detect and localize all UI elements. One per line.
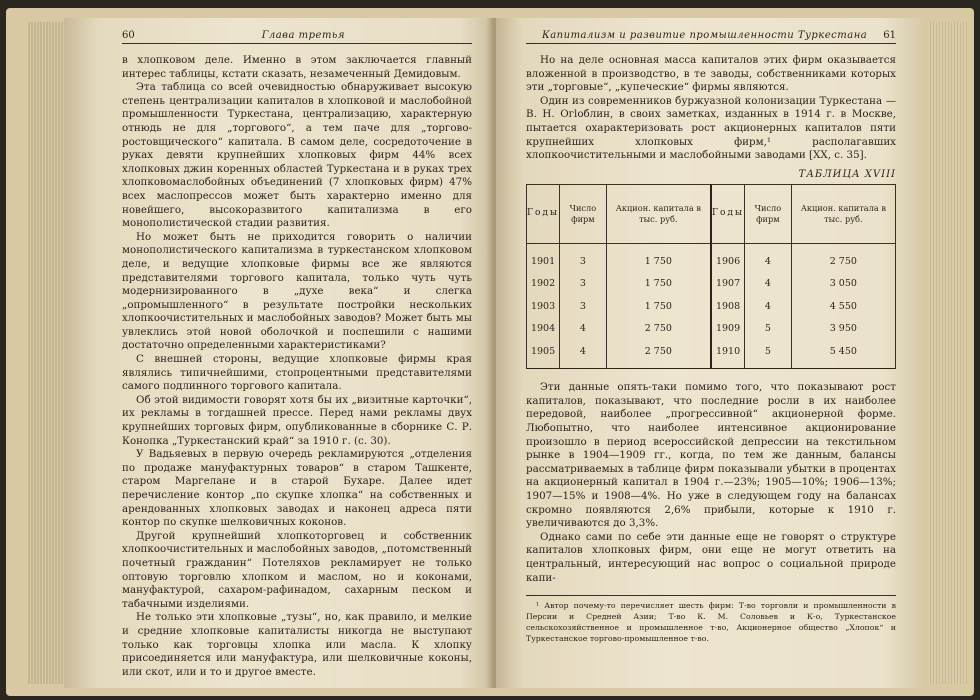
cell-count: 5: [745, 317, 792, 340]
left-page-number: 60: [122, 30, 135, 41]
cell-count: 4: [560, 317, 607, 340]
cell-capital: 4 550: [791, 295, 895, 318]
paragraph: Эта таблица со всей очевидностью обнаруживает высокую степень централизации капиталов в хлопковой и маслобойной промышленности Туркестана, централизацию, характерную отнюдь не для „торгового“, а тем паче для „торгово-ростовщического“ капитала. В самом деле, сосредоточение в руках девяти крупнейших хлопковых фирм 44% всех хлопковых джин коренных областей Туркестана и в руках трех хлопковомаслобойных объединений (7 хлопковых фирм) 47% всех маслопрессов может быть характерно именно для новейшего, высокоразвитого капитализма в его монополистической стадии развития.: [122, 81, 472, 230]
right-page-text-after: [526, 381, 896, 585]
paragraph: У Вадьяевых в первую очередь рекламируются „отделения по продаже мануфактурных товаров“ в старом Ташкенте, старом Маргелане и в старой Бухаре. Далее идет перечисление контор „по скупке хлопка“ на собственных и арендованных хлопковых заводах и наконец адреса пяти контор по скупке шелковичных коконов.: [122, 448, 472, 529]
cell-capital: 3 050: [791, 272, 895, 295]
open-book: [6, 8, 974, 696]
cell-capital: 1 750: [606, 272, 711, 295]
cell-capital: 5 450: [791, 340, 895, 369]
cell-count: 3: [560, 295, 607, 318]
cell-capital: 2 750: [606, 340, 711, 369]
paragraph: Об этой видимости говорят хотя бы их „визитные карточки“, их рекламы в тогдашней прессе. Перед нами рекламы двух крупнейших торговых фирм, опубликованные в сборнике С. Р. Конопка „Туркестанский край“ за 1910 г. (с. 30).: [122, 393, 472, 447]
table-row: [527, 295, 896, 318]
cell-year: 1906: [711, 243, 745, 272]
cell-year: 1909: [711, 317, 745, 340]
header-capital: Акцион. капитала в тыс. руб.: [791, 184, 895, 243]
paragraph: Но на деле основная масса капиталов этих фирм оказывается вложенной в производство, в те заводы, собственниками которых эти „торговые“, „купеческие“ фирмы являются.: [526, 54, 896, 94]
cell-year: 1902: [527, 272, 560, 295]
table-row: [527, 272, 896, 295]
cell-capital: 2 750: [791, 243, 895, 272]
footnotes: [526, 595, 896, 644]
right-page-header: [526, 30, 896, 44]
cell-year: 1908: [711, 295, 745, 318]
paragraph: Другой крупнейший хлопкоторговец и собственник хлопкоочистительных и маслобойных заводов, „потомственный почетный гражданин“ Потеляхов рекламирует не только оптовую торговлю хлопком и маслом, но и коконами, мануфактурой, сахаром-рафинадом, сахарным песком и табачными изделиями.: [122, 529, 472, 610]
right-page-text: [526, 54, 896, 163]
cell-year: 1901: [527, 243, 560, 272]
cell-capital: 2 750: [606, 317, 711, 340]
paragraph: С внешней стороны, ведущие хлопковые фирмы края являлись типичнейшими, стопроцентными представителями самого подлинного торгового капитала.: [122, 353, 472, 393]
cell-capital: 1 750: [606, 295, 711, 318]
paragraph: Но может быть не приходится говорить о наличии монополистического капитализма в туркестанском хлопковом деле, и ведущие хлопковые фирмы все же являются представителями торгового капитала, только чуть чуть модернизированного в „духе века“ и слегка „опромышленного“ в результате постройки нескольких хлопкоочистительных и маслобойных заводов? Может быть мы увлеклись этой новой оболочкой и поспешили с нашими достаточно определенными характеристиками?: [122, 230, 472, 352]
header-years: Годы: [711, 184, 745, 243]
left-page-text: [122, 54, 472, 679]
cell-year: 1903: [527, 295, 560, 318]
cell-count: 4: [745, 295, 792, 318]
cell-capital: 3 950: [791, 317, 895, 340]
cell-count: 4: [745, 243, 792, 272]
cell-count: 4: [745, 272, 792, 295]
cell-year: 1910: [711, 340, 745, 369]
table-row: [527, 243, 896, 272]
table-row: [527, 340, 896, 369]
footnote: ¹ Автор почему-то перечисляет шесть фирм: Т-во торговли и промышленности в Персии и Средней Азии; Т-во К. М. Соловьев и К-о, Туркестанское сельскохозяйственное и промышленное т-во, Акционерное общество „Хлопок“ и Туркестанское торгово-промышленное т-во.: [526, 601, 896, 643]
header-capital: Акцион. капитала в тыс. руб.: [606, 184, 711, 243]
cell-count: 5: [745, 340, 792, 369]
header-count: Число фирм: [560, 184, 607, 243]
paragraph: в хлопковом деле. Именно в этом заключается главный интерес таблицы, кстати сказать, незамеченный Демидовым.: [122, 54, 472, 80]
left-page: [64, 18, 494, 688]
table-caption: ТАБЛИЦА XVIII: [798, 168, 896, 180]
left-page-header: [122, 30, 472, 44]
paragraph: Не только эти хлопковые „тузы“, но, как правило, и мелкие и средние хлопковые капиталисты никогда не выступают только как торговцы хлопка или масла. К хлопку присоединяется или мануфактура, или шелковичные коконы, или скот, или и то и другое вместе.: [122, 611, 472, 678]
right-running-head: Капитализм и развитие промышленности Туркестана: [541, 30, 868, 41]
left-page-edges: [28, 22, 64, 684]
paragraph: Эти данные опять-таки помимо того, что показывают рост капиталов, показывают, что последние росли в их наиболее передовой, наиболее „прогрессивной“ акционерной форме. Любопытно, что наиболее интенсивное акционирование произошло в период всероссийской депрессии на текстильном рынке в 1904—1909 гг., когда, по тем же данным, балансы рассматриваемых в таблице фирм показывали убытки в процентах на акционерный капитал в 1904 г.—23%; 1905—10%; 1906—13%; 1907—15% и 1908—4%. Но уже в следующем году на балансах скромно появляются 2,6% прибыли, которые к 1910 г. увеличиваются до 3,3%.: [526, 381, 896, 530]
header-years: Годы: [527, 184, 560, 243]
header-count: Число фирм: [745, 184, 792, 243]
left-running-head: Глава третья: [261, 30, 345, 41]
cell-year: 1905: [527, 340, 560, 369]
cell-count: 3: [560, 272, 607, 295]
cell-year: 1904: [527, 317, 560, 340]
paragraph: Один из современников буржуазной колонизации Туркестана — В. Н. Огloблин, в своих заметках, изданных в 1914 г. в Москве, пытается охарактеризовать рост акционерных капиталов пяти крупнейших хлопковых фирм,¹ располагавших хлопкоочистительными и маслобойными заводами [XX, с. 35].: [526, 94, 896, 162]
cell-count: 3: [560, 243, 607, 272]
cell-count: 4: [560, 340, 607, 369]
right-page: [496, 18, 926, 688]
paragraph: Однако сами по себе эти данные еще не говорят о структуре капиталов хлопковых фирм, они еще не могут ответить на центральный, интересующий нас вопрос о социальной природе капи-: [526, 530, 896, 584]
table-row: [527, 317, 896, 340]
cell-capital: 1 750: [606, 243, 711, 272]
cell-year: 1907: [711, 272, 745, 295]
capital-table: [526, 184, 896, 370]
right-page-number: 61: [883, 30, 896, 41]
right-page-edges: [928, 22, 968, 684]
